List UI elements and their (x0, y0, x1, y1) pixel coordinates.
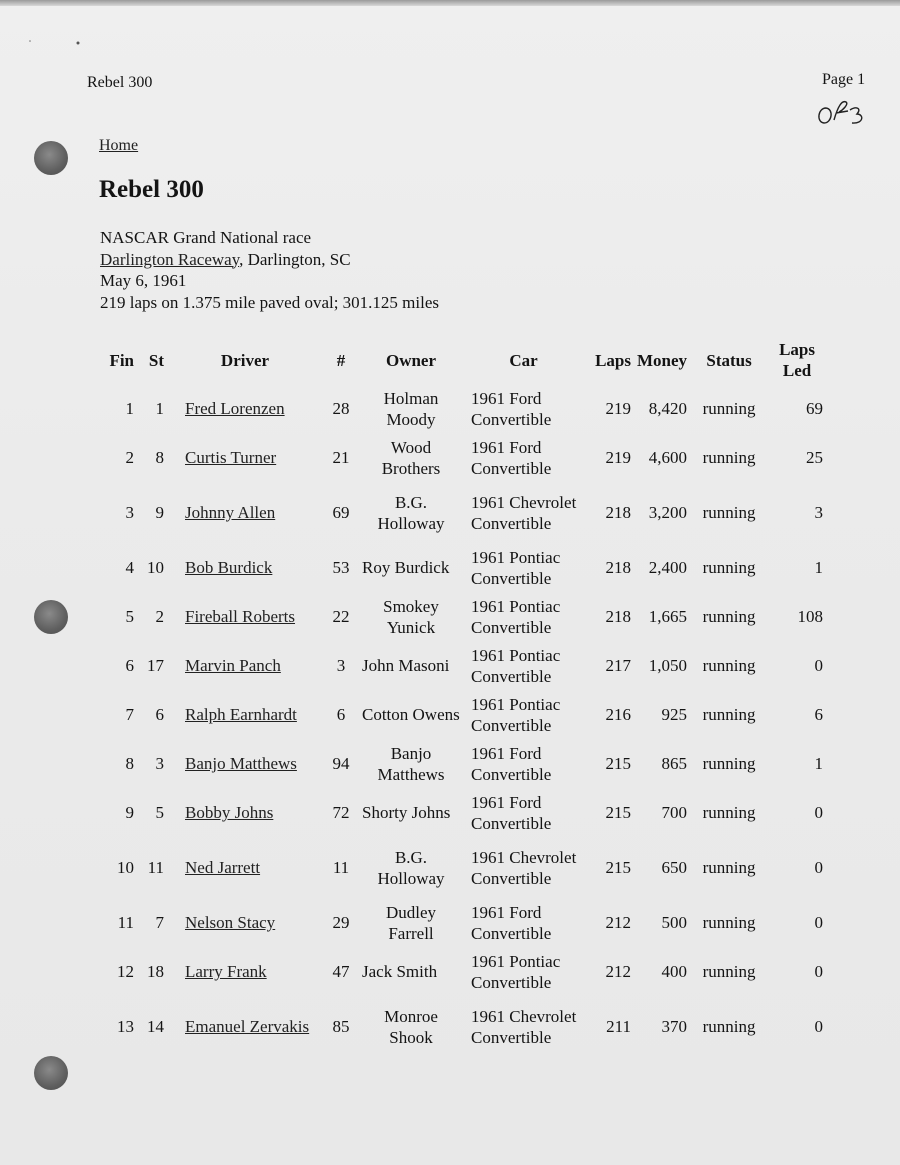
cell-laps: 215 (605, 803, 631, 822)
cell-car-number: 6 (336, 705, 346, 724)
cell-car: 1961 Ford Convertible (471, 743, 552, 784)
race-track-row (100, 249, 439, 271)
cell-car-number: 85 (332, 1017, 350, 1036)
cell-driver (167, 898, 323, 947)
cell-driver (167, 543, 323, 592)
cell-laps-led: 108 (797, 607, 824, 626)
cell-laps-led: 0 (814, 803, 824, 822)
driver-link[interactable]: Nelson Stacy (185, 913, 276, 932)
cell-money: 865 (661, 754, 688, 773)
cell-money: 370 (661, 1017, 688, 1036)
driver-link[interactable]: Ralph Earnhardt (185, 705, 297, 724)
track-link[interactable]: Darlington Raceway (100, 249, 240, 269)
driver-link[interactable]: Emanuel Zervakis (185, 1017, 310, 1036)
cell-status: running (702, 803, 756, 822)
owner-name: Shorty Johns (362, 803, 451, 822)
cell-car-number: 21 (332, 448, 350, 467)
cell-money: 1,665 (648, 607, 688, 626)
cell-owner (359, 739, 463, 788)
cell-driver (167, 947, 323, 996)
cell-start: 8 (155, 448, 164, 467)
cell-fin: 10 (117, 858, 134, 877)
cell-fin: 6 (125, 656, 134, 675)
driver-link[interactable]: Larry Frank (185, 962, 267, 981)
cell-owner (359, 837, 463, 898)
header-car-number: # (336, 350, 346, 370)
cell-fin: 9 (125, 803, 134, 822)
cell-car: 1961 Ford Convertible (471, 437, 552, 478)
table-row (100, 739, 826, 788)
cell-status: running (702, 962, 756, 981)
driver-link[interactable]: Marvin Panch (185, 656, 281, 675)
cell-money: 500 (661, 913, 688, 932)
owner-name: B.G. Holloway (377, 847, 445, 888)
cell-car: 1961 Chevrolet Convertible (471, 492, 577, 533)
cell-driver (167, 837, 323, 898)
driver-link[interactable]: Johnny Allen (185, 503, 276, 522)
cell-money: 650 (661, 858, 688, 877)
cell-status: running (702, 558, 756, 577)
owner-name: B.G. Holloway (377, 492, 445, 533)
cell-start: 17 (147, 656, 164, 675)
owner-name: Wood Brothers (381, 437, 441, 478)
cell-car-number: 94 (332, 754, 350, 773)
cell-start: 6 (155, 705, 164, 724)
cell-car: 1961 Pontiac Convertible (471, 596, 561, 637)
cell-fin: 5 (125, 607, 134, 626)
table-row (100, 898, 826, 947)
owner-name: Roy Burdick (362, 558, 450, 577)
cell-car: 1961 Ford Convertible (471, 792, 552, 833)
cell-status: running (702, 503, 756, 522)
punch-hole (34, 1056, 68, 1090)
cell-car: 1961 Chevrolet Convertible (471, 1006, 577, 1047)
cell-laps-led: 0 (814, 656, 824, 675)
driver-link[interactable]: Fireball Roberts (185, 607, 296, 626)
cell-car-number: 22 (332, 607, 350, 626)
cell-money: 4,600 (648, 448, 688, 467)
driver-link[interactable]: Bob Burdick (185, 558, 273, 577)
cell-car-number: 69 (332, 503, 350, 522)
race-distance: 219 laps on 1.375 mile paved oval; 301.125 miles (100, 292, 440, 312)
cell-fin: 1 (125, 399, 134, 418)
cell-money: 3,200 (648, 503, 688, 522)
results-header-row (100, 336, 826, 384)
results-table (100, 336, 826, 1057)
driver-link[interactable]: Banjo Matthews (185, 754, 297, 773)
cell-fin: 3 (125, 503, 134, 522)
cell-driver (167, 641, 323, 690)
cell-money: 8,420 (648, 399, 688, 418)
header-car: Car (509, 350, 538, 370)
cell-driver (167, 384, 323, 433)
owner-name: Dudley Farrell (385, 902, 437, 943)
cell-laps: 211 (606, 1017, 631, 1036)
cell-driver (167, 690, 323, 739)
scan-specks (0, 0, 900, 60)
cell-laps: 219 (605, 399, 631, 418)
header-st: St (148, 350, 164, 370)
header-laps-led: Laps Led (779, 340, 815, 380)
cell-laps-led: 25 (806, 448, 824, 467)
cell-laps-led: 0 (814, 1017, 824, 1036)
cell-car-number: 28 (332, 399, 350, 418)
cell-car: 1961 Ford Convertible (471, 388, 552, 429)
cell-status: running (702, 858, 756, 877)
cell-owner (359, 384, 463, 433)
cell-start: 1 (155, 399, 164, 418)
driver-link[interactable]: Curtis Turner (185, 448, 277, 467)
table-row (100, 837, 826, 898)
cell-status: running (702, 607, 756, 626)
cell-laps-led: 6 (814, 705, 824, 724)
owner-name: Jack Smith (362, 962, 438, 981)
cell-fin: 2 (125, 448, 134, 467)
table-row (100, 641, 826, 690)
header-fin: Fin (109, 350, 134, 370)
cell-laps-led: 0 (814, 858, 824, 877)
table-row (100, 996, 826, 1057)
cell-owner (359, 543, 463, 592)
header-driver: Driver (220, 350, 270, 370)
table-row (100, 543, 826, 592)
table-row (100, 482, 826, 543)
results-body (100, 384, 826, 1057)
cell-money: 400 (661, 962, 688, 981)
cell-fin: 12 (117, 962, 134, 981)
cell-laps: 217 (605, 656, 631, 675)
driver-link[interactable]: Fred Lorenzen (185, 399, 285, 418)
table-row (100, 947, 826, 996)
cell-laps: 218 (605, 503, 631, 522)
cell-owner (359, 433, 463, 482)
page-title: Rebel 300 (99, 176, 204, 203)
cell-laps-led: 0 (814, 962, 824, 981)
race-series: NASCAR Grand National race (100, 228, 312, 247)
cell-status: running (702, 399, 756, 418)
cell-start: 10 (147, 558, 164, 577)
cell-status: running (702, 656, 756, 675)
table-row (100, 384, 826, 433)
page-number: Page 1 (822, 71, 866, 88)
owner-name: John Masoni (362, 656, 450, 675)
punch-hole (34, 600, 68, 634)
cell-laps: 215 (605, 754, 631, 773)
cell-driver (167, 482, 323, 543)
header-owner: Owner (385, 350, 437, 370)
cell-money: 2,400 (648, 558, 688, 577)
cell-laps-led: 1 (814, 754, 824, 773)
cell-car: 1961 Pontiac Convertible (471, 547, 561, 588)
cell-owner (359, 641, 463, 690)
cell-owner (359, 788, 463, 837)
handwritten-page-total (812, 96, 872, 130)
cell-owner (359, 898, 463, 947)
cell-start: 2 (155, 607, 164, 626)
punch-hole (34, 141, 68, 175)
table-row (100, 433, 826, 482)
cell-start: 14 (147, 1017, 164, 1036)
cell-start: 18 (147, 962, 164, 981)
header-status: Status (706, 350, 752, 370)
table-row (100, 788, 826, 837)
print-header-title: Rebel 300 (87, 74, 153, 91)
cell-status: running (702, 1017, 756, 1036)
cell-car-number: 53 (332, 558, 350, 577)
cell-laps: 212 (605, 962, 631, 981)
cell-car-number: 29 (332, 913, 350, 932)
cell-start: 7 (155, 913, 164, 932)
cell-laps-led: 69 (806, 399, 824, 418)
table-row (100, 592, 826, 641)
track-location: , Darlington, SC (239, 249, 351, 269)
header-money: Money (637, 350, 688, 370)
cell-money: 925 (661, 705, 688, 724)
cell-status: running (702, 754, 756, 773)
cell-owner (359, 690, 463, 739)
driver-link[interactable]: Bobby Johns (185, 803, 274, 822)
cell-driver (167, 433, 323, 482)
cell-fin: 4 (125, 558, 134, 577)
cell-fin: 8 (125, 754, 134, 773)
cell-status: running (702, 705, 756, 724)
cell-driver (167, 996, 323, 1057)
home-link[interactable]: Home (99, 137, 139, 154)
cell-owner (359, 482, 463, 543)
cell-laps: 216 (605, 705, 631, 724)
cell-car-number: 47 (332, 962, 350, 981)
cell-start: 9 (155, 503, 164, 522)
cell-fin: 11 (117, 913, 134, 932)
cell-car: 1961 Pontiac Convertible (471, 694, 561, 735)
cell-owner (359, 996, 463, 1057)
cell-laps-led: 1 (814, 558, 824, 577)
header-laps: Laps (595, 350, 631, 370)
owner-name: Smokey Yunick (383, 596, 439, 637)
cell-laps-led: 0 (814, 913, 824, 932)
cell-driver (167, 739, 323, 788)
cell-start: 3 (155, 754, 164, 773)
race-info (100, 227, 439, 313)
cell-car: 1961 Pontiac Convertible (471, 951, 561, 992)
cell-car-number: 11 (332, 858, 350, 877)
table-row (100, 690, 826, 739)
cell-driver (167, 592, 323, 641)
cell-laps: 218 (605, 558, 631, 577)
cell-owner (359, 947, 463, 996)
race-date: May 6, 1961 (100, 271, 187, 290)
cell-car: 1961 Ford Convertible (471, 902, 552, 943)
cell-car: 1961 Chevrolet Convertible (471, 847, 577, 888)
cell-laps: 212 (605, 913, 631, 932)
cell-fin: 13 (117, 1017, 134, 1036)
owner-name: Cotton Owens (362, 705, 460, 724)
cell-laps: 218 (605, 607, 631, 626)
owner-name: Banjo Matthews (377, 743, 445, 784)
owner-name: Holman Moody (383, 388, 439, 429)
cell-car: 1961 Pontiac Convertible (471, 645, 561, 686)
cell-laps-led: 3 (814, 503, 824, 522)
driver-link[interactable]: Ned Jarrett (185, 858, 261, 877)
cell-laps: 219 (605, 448, 631, 467)
cell-car-number: 3 (336, 656, 346, 675)
cell-status: running (702, 913, 756, 932)
cell-laps: 215 (605, 858, 631, 877)
cell-start: 11 (147, 858, 164, 877)
cell-status: running (702, 448, 756, 467)
cell-fin: 7 (125, 705, 134, 724)
cell-car-number: 72 (332, 803, 350, 822)
cell-money: 700 (661, 803, 688, 822)
cell-driver (167, 788, 323, 837)
cell-start: 5 (155, 803, 164, 822)
owner-name: Monroe Shook (384, 1006, 438, 1047)
cell-money: 1,050 (648, 656, 688, 675)
cell-owner (359, 592, 463, 641)
